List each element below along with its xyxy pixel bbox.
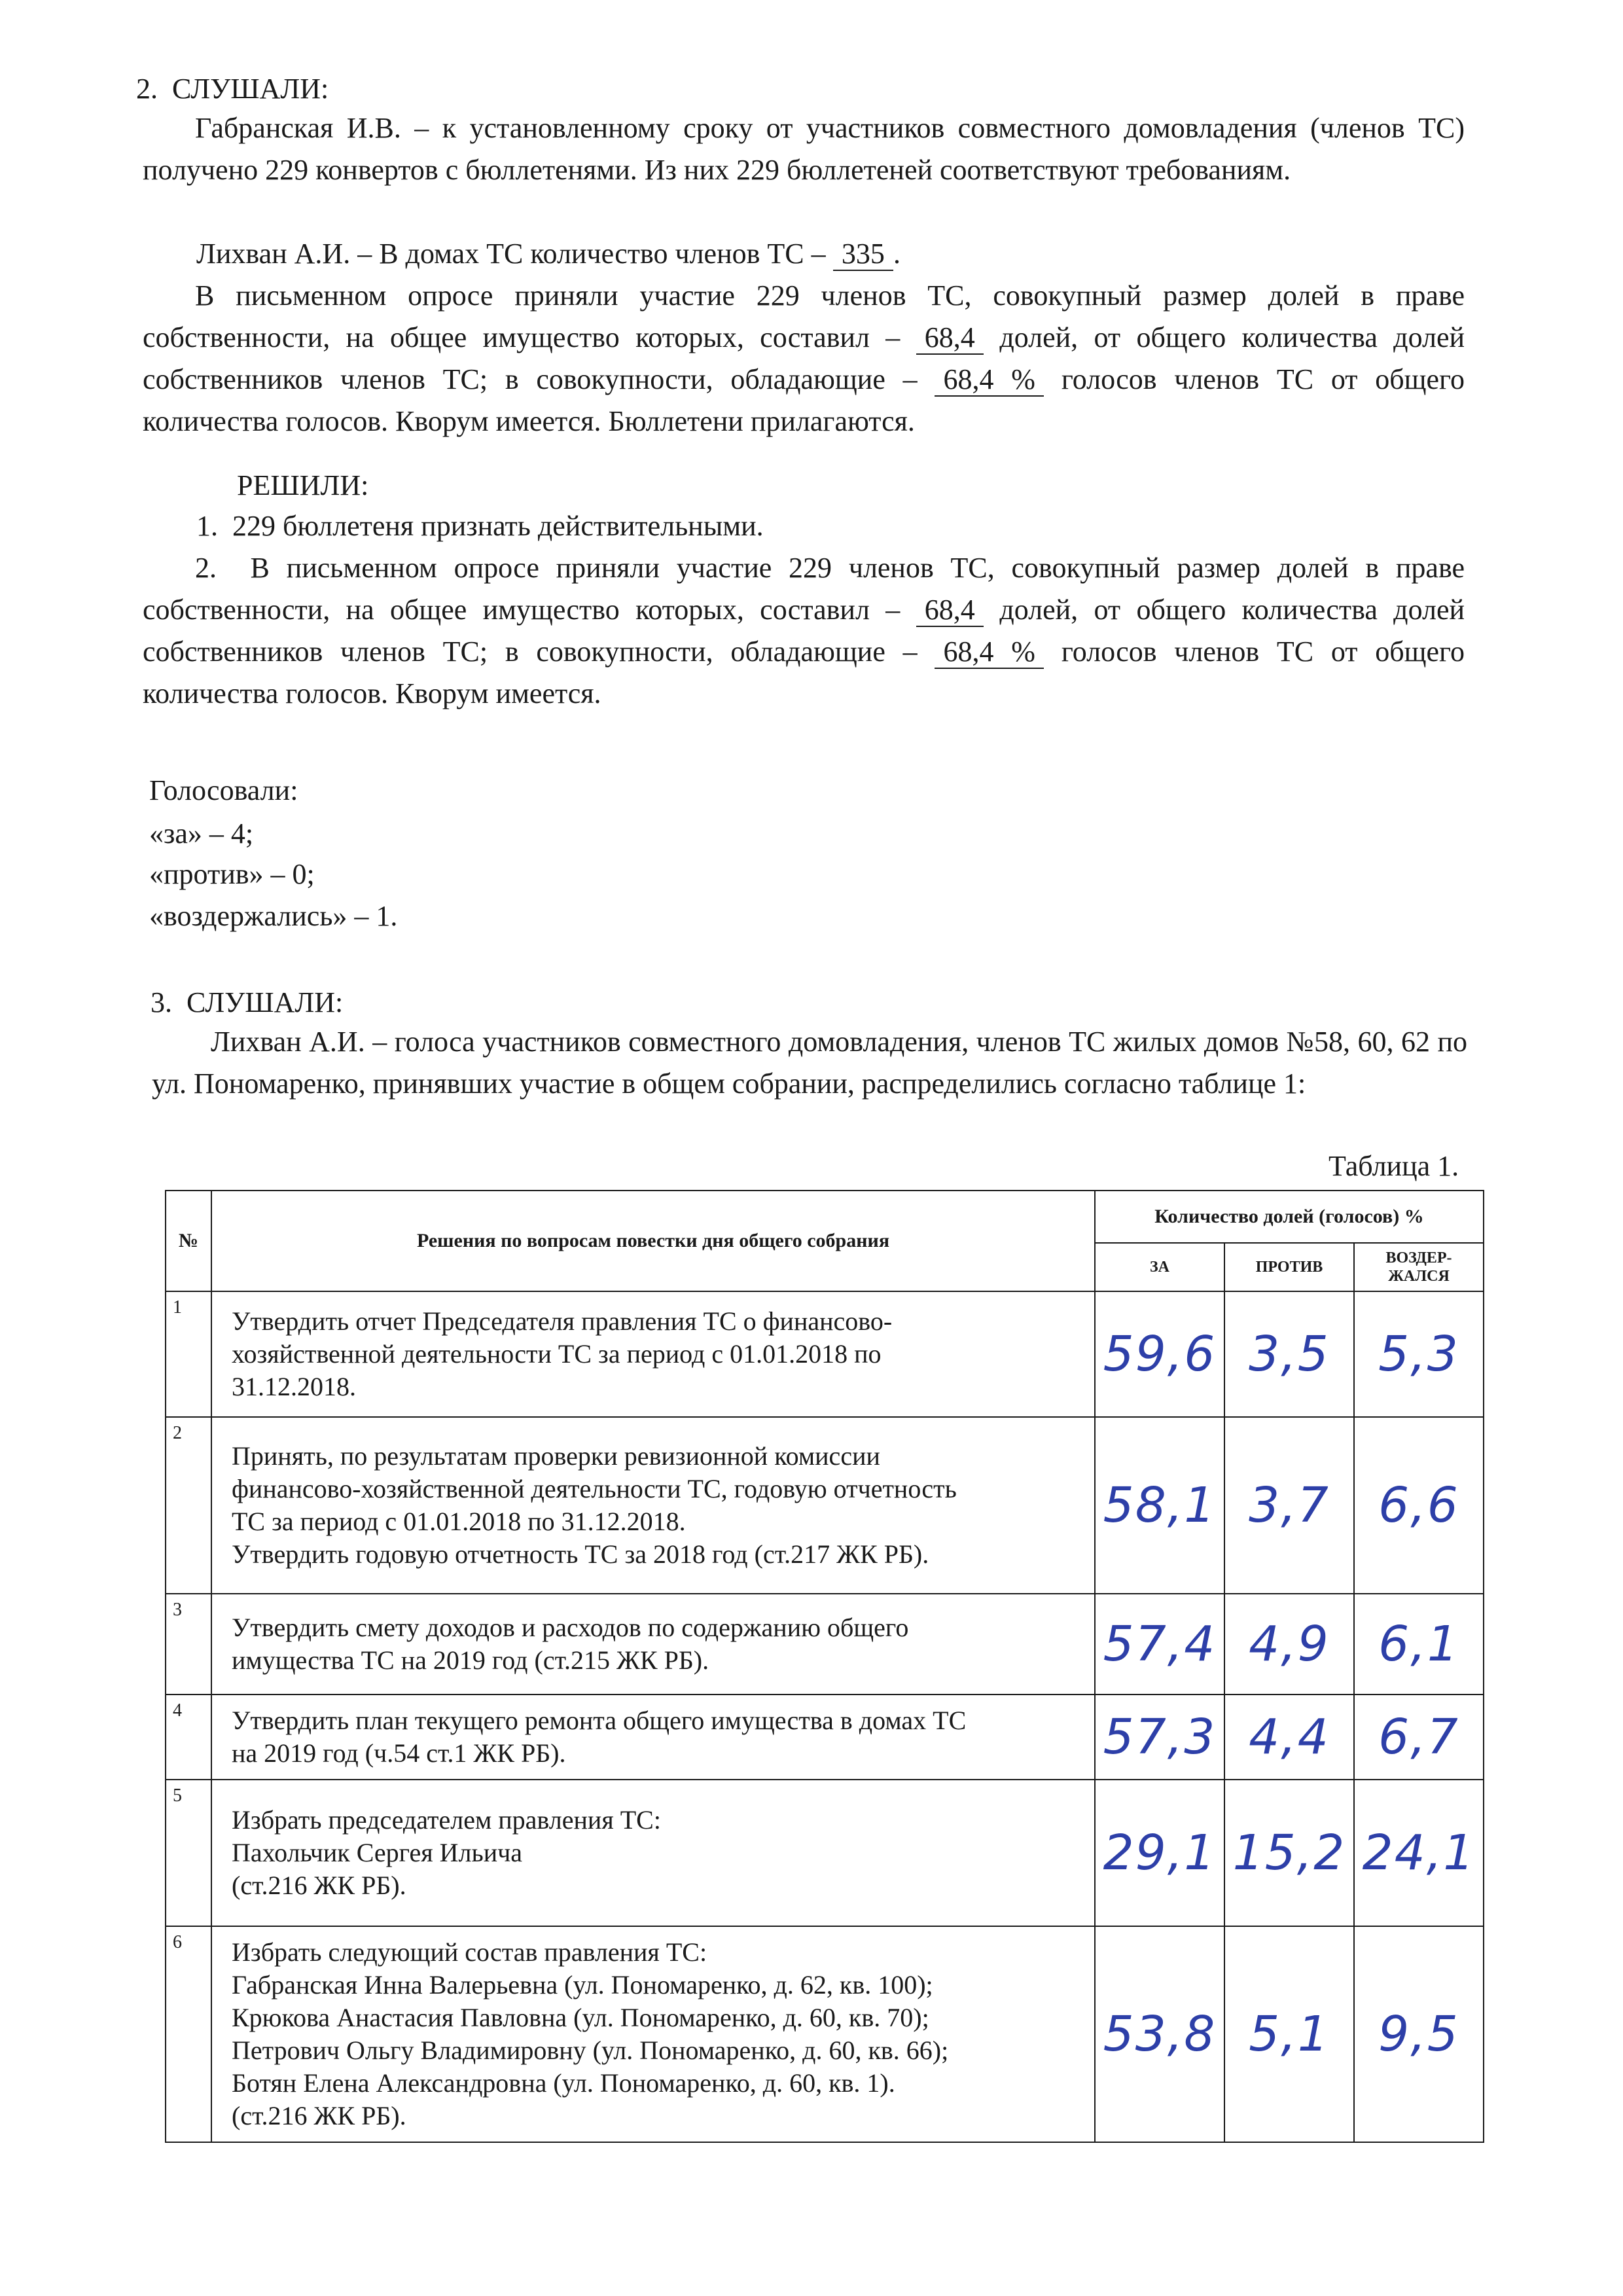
decision-line: Петрович Ольгу Владимировну (ул. Пономаренко, д. 60, кв. 66);	[232, 2036, 949, 2065]
header-against: ПРОТИВ	[1224, 1243, 1354, 1291]
header-abstain-line-2: ЖАЛСЯ	[1388, 1268, 1450, 1285]
decision-line: (ст.216 ЖК РБ).	[232, 2101, 406, 2130]
header-number: №	[166, 1191, 211, 1291]
section-2-paragraph-2: Лихван А.И. – В домах ТС количество членов ТС – 335 .	[196, 238, 901, 270]
vote-for-value: 57,3	[1095, 1695, 1224, 1780]
row-decision	[211, 1417, 1095, 1594]
decision-line: Габранская Инна Валерьевна (ул. Пономаренко, д. 62, кв. 100);	[232, 1970, 933, 2000]
vote-for-value: 29,1	[1095, 1780, 1224, 1926]
vote-for: «за» – 4;	[149, 817, 254, 850]
header-abstain	[1354, 1243, 1484, 1291]
vote-for-value: 58,1	[1095, 1417, 1224, 1594]
vote-for-value: 57,4	[1095, 1594, 1224, 1695]
decision-line: 31.12.2018.	[232, 1372, 356, 1401]
paragraph-text: голосов членов ТС от общего количества голосов. Кворум имеется. Бюллетени прилагаются.	[143, 363, 1465, 437]
decision-line: Утвердить план текущего ремонта общего имущества в домах ТС	[232, 1706, 967, 1735]
decision-line: Принять, по результатам проверки ревизионной комиссии	[232, 1441, 880, 1471]
section-2-paragraph-3	[143, 275, 1465, 442]
vote-against-value: 3,7	[1224, 1417, 1354, 1594]
table-caption: Таблица 1.	[1329, 1150, 1459, 1182]
row-decision	[211, 1780, 1095, 1926]
vote-against-value: 3,5	[1224, 1291, 1354, 1417]
members-count-text: Лихван А.И. – В домах ТС количество членов ТС –	[196, 238, 826, 270]
paragraph-text: долей, от общего количества долей собственников членов ТС; в совокупности, обладающие –	[143, 594, 1465, 668]
row-number: 4	[166, 1695, 211, 1780]
vote-against-value: 4,9	[1224, 1594, 1354, 1695]
row-decision	[211, 1926, 1095, 2142]
vote-abstain-value: 24,1	[1354, 1780, 1484, 1926]
vote-abstain-value: 6,7	[1354, 1695, 1484, 1780]
share-value: 68,4	[916, 321, 984, 355]
section-2-heading: 2. СЛУШАЛИ:	[136, 73, 329, 105]
vote-abstain-value: 6,1	[1354, 1594, 1484, 1695]
vote-against-value: 4,4	[1224, 1695, 1354, 1780]
paragraph-text: голосов членов ТС от общего количества голосов. Кворум имеется.	[143, 636, 1465, 709]
table-row	[166, 1594, 1484, 1695]
header-decision: Решения по вопросам повестки дня общего собрания	[211, 1191, 1095, 1291]
decision-line: хозяйственной деятельности ТС за период с 01.01.2018 по	[232, 1339, 882, 1369]
vote-abstain-value: 6,6	[1354, 1417, 1484, 1594]
decision-line: Утвердить отчет Председателя правления ТС о финансово-	[232, 1306, 893, 1336]
decision-line: Утвердить смету доходов и расходов по содержанию общего	[232, 1613, 909, 1642]
paragraph-text: 2. В письменном опросе приняли участие 229 членов ТС, совокупный размер долей в праве собственности, на общее имущество которых, составил –	[143, 552, 1465, 626]
vote-against-value: 15,2	[1224, 1780, 1354, 1926]
decision-line: Ботян Елена Александровна (ул. Пономаренко, д. 60, кв. 1).	[232, 2068, 895, 2098]
vote-for-value: 53,8	[1095, 1926, 1224, 2142]
votes-percent-value: 68,4 %	[935, 636, 1044, 669]
row-number: 5	[166, 1780, 211, 1926]
paragraph-text: В письменном опросе приняли участие 229 членов ТС, совокупный размер долей в праве собственности, на общее имущество которых, составил –	[143, 279, 1465, 353]
header-for: ЗА	[1095, 1243, 1224, 1291]
decision-line: (ст.216 ЖК РБ).	[232, 1871, 406, 1900]
header-share: Количество долей (голосов) %	[1095, 1191, 1484, 1243]
resolution-2	[143, 547, 1465, 715]
decision-line: финансово-хозяйственной деятельности ТС, годовую отчетность	[232, 1474, 957, 1503]
resolved-heading: РЕШИЛИ:	[237, 469, 369, 501]
votes-percent-value: 68,4 %	[935, 363, 1044, 397]
section-2-paragraph-1: Габранская И.В. – к установленному сроку от участников совместного домовладения (членов ТС) получено 229 конвертов с бюллетенями. Из них 229 бюллетеней соответствуют требованиям.	[143, 112, 1465, 186]
share-value: 68,4	[916, 594, 984, 627]
row-decision	[211, 1695, 1095, 1780]
paragraph-text: долей, от общего количества долей собственников членов ТС; в совокупности, обладающие –	[143, 321, 1465, 395]
vote-abstain: «воздержались» – 1.	[149, 900, 398, 932]
row-decision	[211, 1291, 1095, 1417]
table-row	[166, 1695, 1484, 1780]
row-number: 3	[166, 1594, 211, 1695]
resolution-1: 1. 229 бюллетеня признать действительными.	[196, 510, 764, 542]
decision-line: Избрать следующий состав правления ТС:	[232, 1937, 707, 1967]
decision-line: на 2019 год (ч.54 ст.1 ЖК РБ).	[232, 1738, 566, 1768]
table-row	[166, 1926, 1484, 2142]
table-row	[166, 1291, 1484, 1417]
decision-line: ТС за период с 01.01.2018 по 31.12.2018.	[232, 1507, 686, 1536]
decision-line: Крюкова Анастасия Павловна (ул. Пономаренко, д. 60, кв. 70);	[232, 2003, 929, 2032]
voted-heading: Голосовали:	[149, 774, 298, 806]
members-count-value: 335	[833, 238, 893, 271]
row-number: 1	[166, 1291, 211, 1417]
row-number: 2	[166, 1417, 211, 1594]
votes-table	[165, 1190, 1484, 2143]
decision-line: Утвердить годовую отчетность ТС за 2018 год (ст.217 ЖК РБ).	[232, 1539, 929, 1569]
vote-for-value: 59,6	[1095, 1291, 1224, 1417]
table-row	[166, 1780, 1484, 1926]
vote-against: «против» – 0;	[149, 858, 315, 890]
vote-abstain-value: 5,3	[1354, 1291, 1484, 1417]
decision-line: Пахольчик Сергея Ильича	[232, 1838, 523, 1867]
row-decision	[211, 1594, 1095, 1695]
decision-line: Избрать председателем правления ТС:	[232, 1805, 661, 1835]
header-abstain-line-1: ВОЗДЕР-	[1385, 1249, 1452, 1266]
table-row	[166, 1417, 1484, 1594]
vote-abstain-value: 9,5	[1354, 1926, 1484, 2142]
row-number: 6	[166, 1926, 211, 2142]
section-3-paragraph-1: Лихван А.И. – голоса участников совместного домовладения, членов ТС жилых домов №58, 60, 62 по ул. Пономаренко, принявших участие в общем собрании, распределились согласно таблице 1:	[152, 1026, 1467, 1100]
section-3-heading: 3. СЛУШАЛИ:	[151, 986, 344, 1018]
vote-against-value: 5,1	[1224, 1926, 1354, 2142]
decision-line: имущества ТС на 2019 год (ст.215 ЖК РБ).	[232, 1645, 709, 1675]
